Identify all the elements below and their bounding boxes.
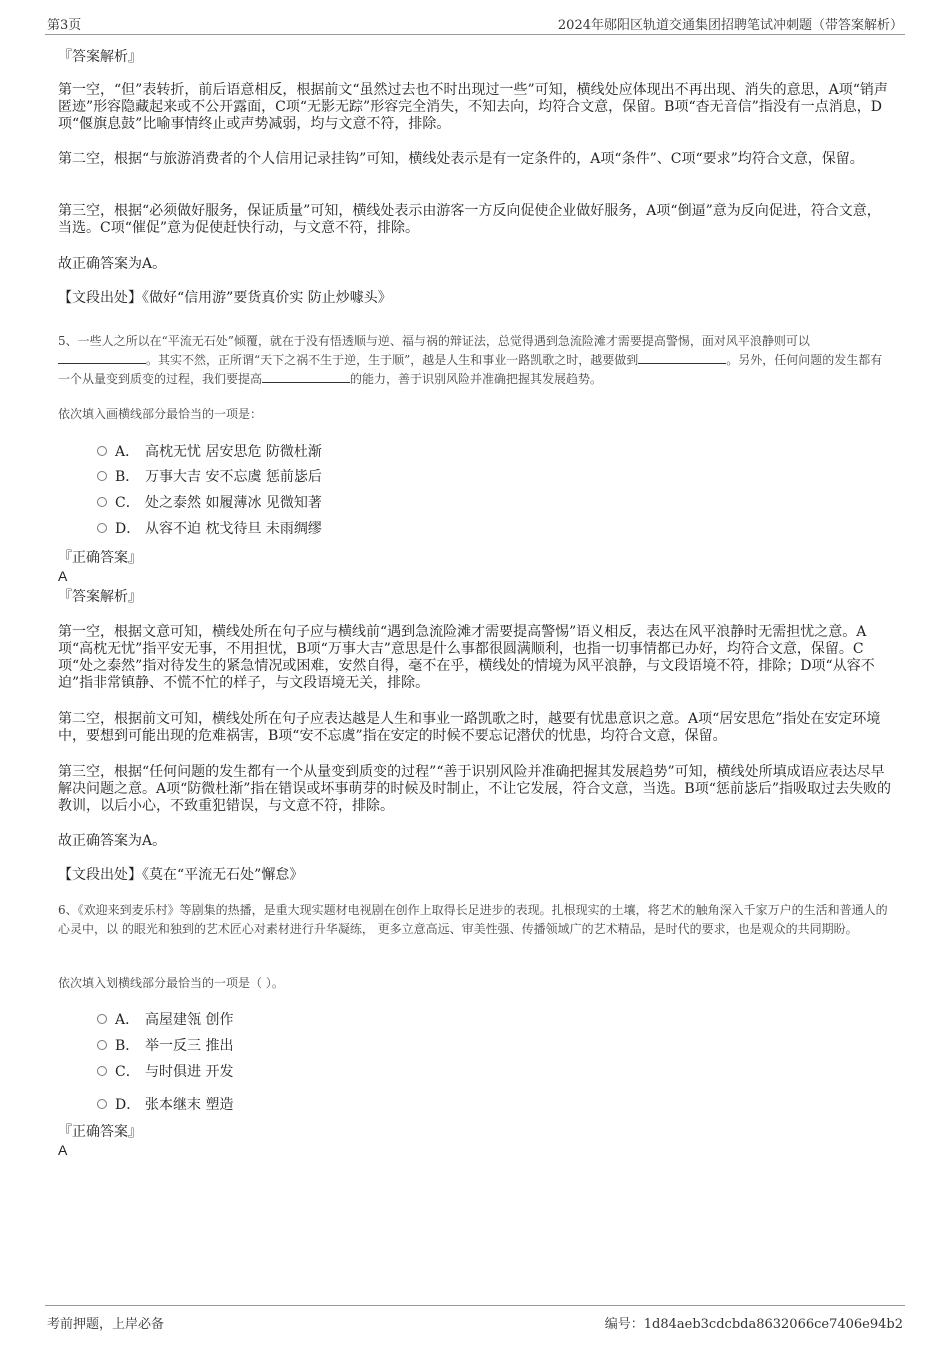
- blank-1: [58, 351, 146, 364]
- radio-icon[interactable]: [97, 471, 107, 481]
- option-d[interactable]: D． 张本继末 塑造: [97, 1096, 233, 1114]
- correct-answer-heading: 『正确答案』: [58, 1124, 142, 1140]
- source-citation: 【文段出处】《莫在“平流无石处”懈怠》: [58, 867, 304, 883]
- analysis-paragraph-2: 第二空，根据前文可知，横线处所在句子应表达越是人生和事业一路凯歌之时，越要有忧患意识之意。A项“居安思危”指处在安定环境中，要想到可能出现的危难祸害，B项“安不忘虞”指在安定的时候不要忘记潜伏的忧患，均符合文意，保留。: [58, 711, 881, 744]
- analysis-heading: 『答案解析』: [58, 49, 142, 65]
- radio-icon[interactable]: [97, 1099, 107, 1109]
- analysis-paragraph-1: 第一空，“但”表转折，前后语意相反，根据前文“虽然过去也不时出现过一些”可知，横线处应体现出不再出现、消失的意思，A项“销声匿迹”形容隐藏起来或不公开露面，C项“无影无踪”形容完全消失，不知去向，均符合文意，保留。B项“杳无音信”指没有一点消息，D项“偃旗息鼓”比喻事情终止或声势减弱，均与文意不符，排除。: [58, 82, 888, 132]
- document-title: 2024年郧阳区轨道交通集团招聘笔试冲刺题（带答案解析）: [557, 18, 903, 33]
- analysis-paragraph-3: 第三空，根据“必须做好服务，保证质量”可知，横线处表示由游客一方反向促使企业做好服务，A项“倒逼”意为反向促进，符合文意，当选。C项“催促”意为促使赶快行动，与文意不符，排除。: [58, 203, 881, 236]
- option-b[interactable]: B． 举一反三 推出: [97, 1037, 233, 1055]
- option-c[interactable]: C． 处之泰然 如履薄冰 见微知著: [97, 494, 322, 512]
- analysis-paragraph-3: 第三空，根据“任何问题的发生都有一个从量变到质变的过程”“善于识别风险并准确把握其发展趋势”可知，横线处所填成语应表达尽早解决问题之意。A项“防微杜渐”指在错误或坏事萌芽的时候及时制止，不让它发展，符合文意，当选。B项“惩前毖后”指吸取过去失败的教训，以后小心，不致重犯错误，与文意不符，排除。: [58, 764, 892, 814]
- page-footer: [45, 1305, 905, 1332]
- analysis-heading: 『答案解析』: [58, 589, 142, 605]
- footer-slogan: 考前押题，上岸必备: [47, 1317, 165, 1332]
- page-number: 第3页: [47, 18, 82, 33]
- radio-icon[interactable]: [97, 497, 107, 507]
- radio-icon[interactable]: [97, 1066, 107, 1076]
- blank-2: [638, 351, 726, 364]
- option-a[interactable]: A． 高枕无忧 居安思危 防微杜渐: [97, 443, 322, 461]
- document-code: 编号：1d84aeb3cdcbda8632066ce7406e94b2: [604, 1317, 903, 1332]
- radio-icon[interactable]: [97, 1040, 107, 1050]
- analysis-conclusion: 故正确答案为A。: [58, 833, 167, 849]
- analysis-conclusion: 故正确答案为A。: [58, 256, 167, 272]
- radio-icon[interactable]: [97, 523, 107, 533]
- option-a[interactable]: A． 高屋建瓴 创作: [97, 1011, 233, 1029]
- option-c[interactable]: C． 与时俱进 开发: [97, 1063, 233, 1081]
- analysis-paragraph-2: 第二空，根据“与旅游消费者的个人信用记录挂钩”可知，横线处表示是有一定条件的，A项“条件”、C项“要求”均符合文意，保留。: [58, 151, 864, 167]
- correct-answer-heading: 『正确答案』: [58, 550, 142, 566]
- blank-3: [262, 370, 350, 383]
- question-5-instruction: 依次填入画横线部分最恰当的一项是：: [58, 407, 263, 421]
- radio-icon[interactable]: [97, 446, 107, 456]
- question-6-instruction: 依次填入划横线部分最恰当的一项是（ ）。: [58, 976, 284, 990]
- radio-icon[interactable]: [97, 1014, 107, 1024]
- option-b[interactable]: B． 万事大吉 安不忘虞 惩前毖后: [97, 468, 322, 486]
- option-d[interactable]: D． 从容不迫 枕戈待旦 未雨绸缪: [97, 520, 322, 538]
- question-5-stem: 5、一些人之所以在“平流无石处”倾覆，就在于没有悟透顺与逆、福与祸的辩证法，总觉得遇到急流险滩才需要提高警惕，面对风平浪静则可以。其实不然，正所谓“天下之祸不生于逆，生于顺”，越是人生和事业一路凯歌之时，越要做到 。另外，任何问题的发生都有一个从量变到质变的过程，我们要提高 的能力，善于识别风险并准确把握其发展趋势。: [58, 334, 883, 386]
- correct-answer-value: A: [58, 1142, 68, 1158]
- correct-answer-value: A: [58, 568, 68, 584]
- analysis-paragraph-1: 第一空，根据文意可知，横线处所在句子应与横线前“遇到急流险滩才需要提高警惕”语义相反，表达在风平浪静时无需担忧之意。A项“高枕无忧”指平安无事，不用担忧，B项“万事大吉”意思是什么事都很圆满顺利，也指一切事情都已办好，均符合文意，保留。C项“处之泰然”指对待发生的紧急情况或困难，安然自得，毫不在乎，横线处的情境为风平浪静，与文段语境不符，排除；D项“从容不迫”指非常镇静、不慌不忙的样子，与文段语境无关，排除。: [58, 624, 875, 691]
- page-header: [45, 12, 905, 35]
- question-6-stem: 6、《欢迎来到麦乐村》等剧集的热播，是重大现实题材电视剧在创作上取得长足进步的表现。扎根现实的土壤，将艺术的触角深入千家万户的生活和普通人的心灵中，以 的眼光和独到的艺术匠心对素材进行升华凝练， 更多立意高远、审美性强、传播领域广的艺术精品，是时代的要求，也是观众的共同期盼。: [58, 903, 888, 936]
- source-citation: 【文段出处】《做好“信用游”要货真价实 防止炒噱头》: [58, 290, 392, 306]
